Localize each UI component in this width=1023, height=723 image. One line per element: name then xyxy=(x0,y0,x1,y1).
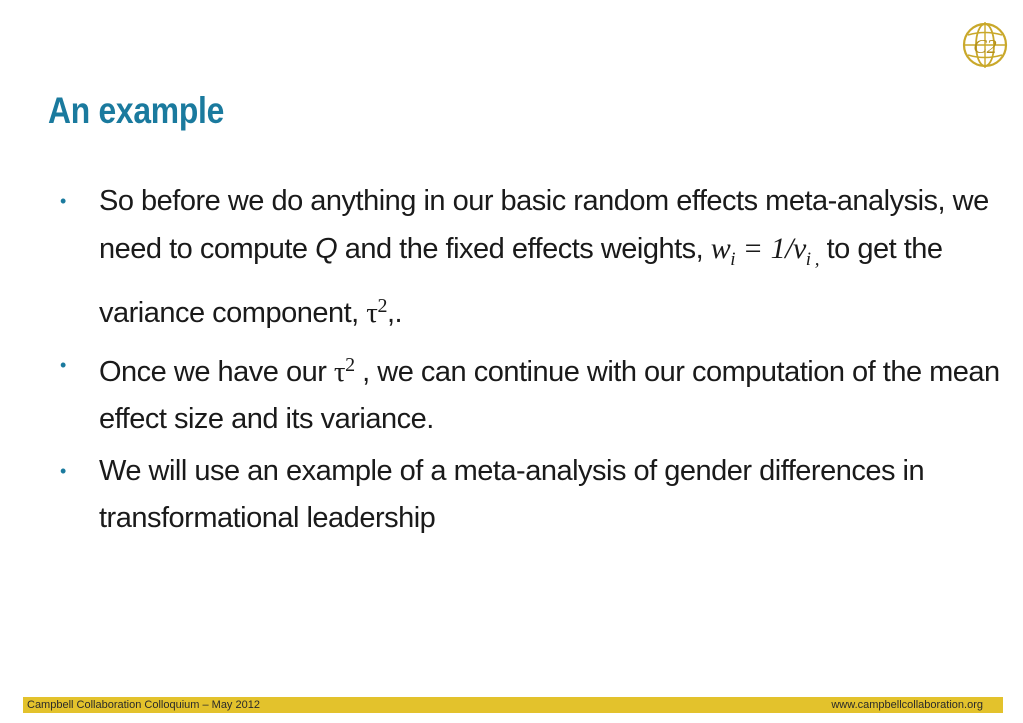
bullet-1-text-a: So before we do anything in our basic random effects meta-analysis, we need to compute xyxy=(99,185,989,265)
tau-symbol: τ xyxy=(333,356,346,388)
bullet-item-3 xyxy=(60,448,1000,542)
footer-url: www.campbellcollaboration.org xyxy=(831,699,983,711)
inverse-variance: 1/v xyxy=(770,232,806,265)
q-symbol: Q xyxy=(315,233,338,265)
bullet-2-text-a: Once we have our xyxy=(99,356,334,388)
bullet-2-text-b: , we can continue with our computation of the mean effect size and its variance. xyxy=(99,356,1000,435)
tau-symbol: τ xyxy=(366,297,378,329)
logo-text: C2 xyxy=(973,36,997,58)
bullet-1-text-b: and the fixed effects weights, xyxy=(337,233,711,265)
bullet-dot-icon: • xyxy=(60,355,66,375)
bullet-3-text: We will use an example of a meta-analysis of gender differences in transformational leadership xyxy=(99,455,925,534)
bullet-1-text-d: ,. xyxy=(386,297,403,329)
bullet-item-1 xyxy=(60,178,1000,337)
bullet-item-2 xyxy=(60,342,1000,443)
weight-variable: w xyxy=(710,232,731,265)
bullet-list xyxy=(60,178,1000,547)
slide-title: An example xyxy=(48,90,225,131)
campbell-globe-logo-icon xyxy=(960,20,1010,70)
weight-subscript: i xyxy=(730,249,736,270)
footer-left-text: Campbell Collaboration Colloquium – May 2012 xyxy=(27,699,260,711)
tau-exponent: 2 xyxy=(345,354,355,376)
footer-bar xyxy=(23,697,1003,713)
tau-exponent: 2 xyxy=(377,295,387,317)
variance-subscript: i , xyxy=(805,249,820,270)
equals-sign: = xyxy=(744,232,762,265)
bullet-1-text-c: to get the variance component, xyxy=(99,233,943,329)
bullet-dot-icon: • xyxy=(60,461,66,481)
bullet-dot-icon: • xyxy=(60,191,66,211)
